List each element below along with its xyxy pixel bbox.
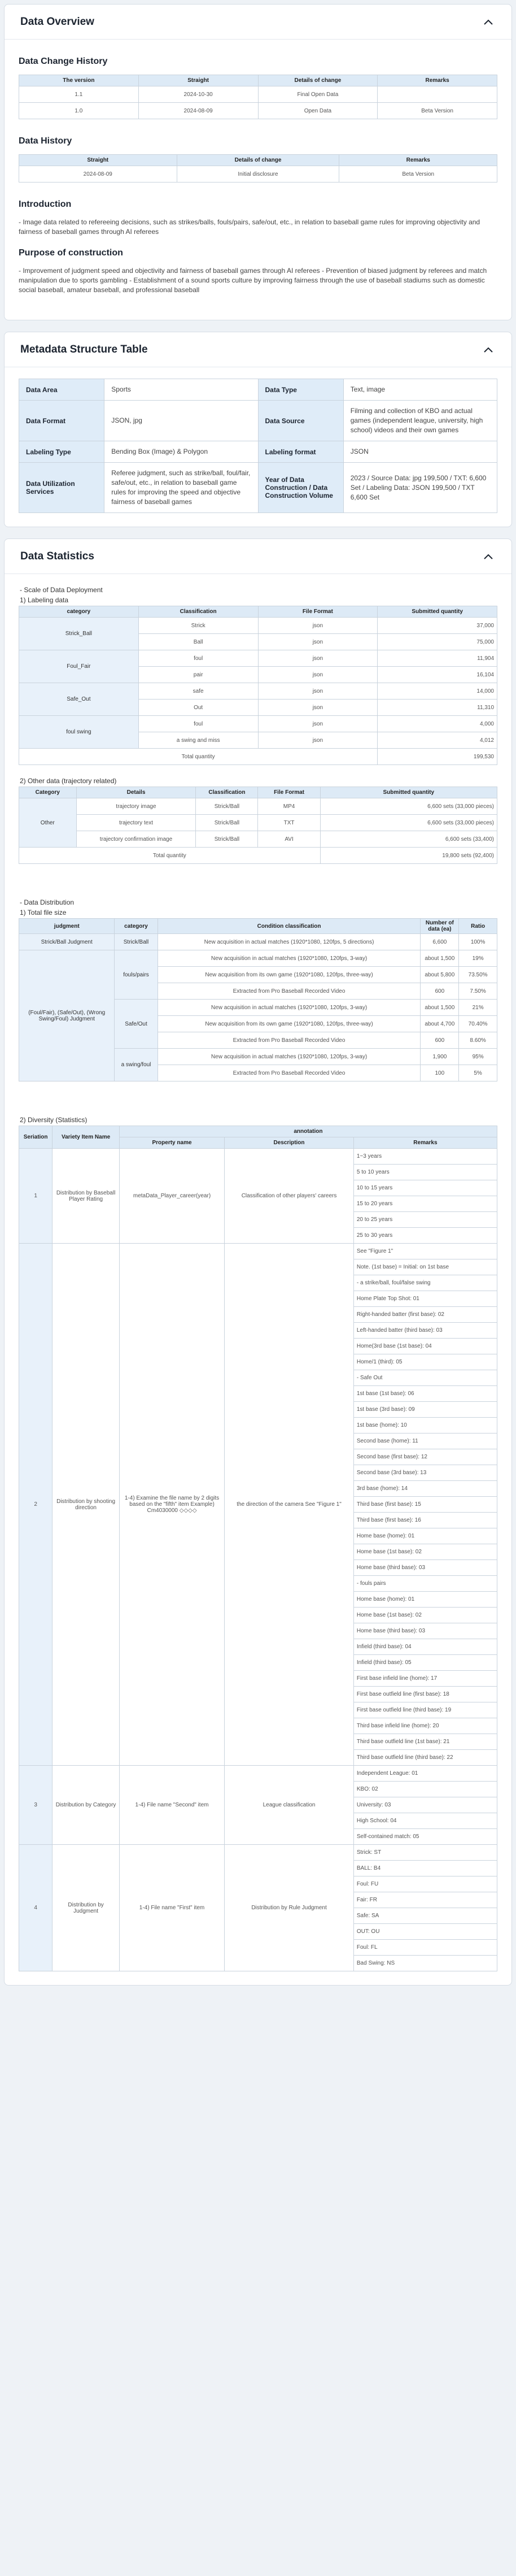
column-header: Straight	[138, 75, 258, 86]
column-header: judgment	[19, 919, 115, 934]
property-cell: 1-4) File name "Second" item	[119, 1766, 224, 1845]
table-cell: trajectory text	[76, 815, 196, 831]
table-cell: Extracted from Pro Baseball Recorded Video	[158, 983, 421, 1000]
filesize-heading: 1) Total file size	[20, 909, 67, 916]
table-cell: 75,000	[378, 634, 497, 650]
table-row	[19, 618, 497, 634]
table-cell: foul	[138, 716, 258, 732]
category-cell: fouls/pairs	[115, 950, 158, 1000]
data-overview-header	[5, 5, 511, 40]
variety-cell: Distribution by shooting direction	[53, 1244, 120, 1766]
metadata-key: Data Area	[19, 379, 104, 401]
column-header: Category	[19, 787, 77, 798]
table-cell: 100	[421, 1065, 459, 1081]
table-cell: 14,000	[378, 683, 497, 700]
table-cell: Beta Version	[339, 166, 497, 183]
property-cell: 1-4) File name "First" item	[119, 1845, 224, 1971]
table-cell: safe	[138, 683, 258, 700]
metadata-key: Year of Data Construction / Data Construction Volume	[258, 463, 343, 513]
table-cell: json	[258, 732, 378, 749]
table-row	[19, 1149, 497, 1165]
table-cell: json	[258, 667, 378, 683]
column-header: Details	[76, 787, 196, 798]
column-header: Description	[225, 1137, 354, 1149]
remarks-cell: High School: 04	[353, 1813, 497, 1829]
table-cell: 1,900	[421, 1049, 459, 1065]
table-header-row	[19, 155, 497, 166]
table-cell: 5%	[459, 1065, 497, 1081]
variety-cell: Distribution by Baseball Player Rating	[53, 1149, 120, 1244]
chevron-up-icon	[483, 553, 493, 560]
remarks-cell: Home(3rd base (1st base): 04	[353, 1339, 497, 1354]
table-cell: json	[258, 618, 378, 634]
data-history-heading: Data History	[19, 136, 72, 146]
table-cell: 600	[421, 1032, 459, 1049]
remarks-cell: University: 03	[353, 1797, 497, 1813]
remarks-cell: BALL: B4	[353, 1861, 497, 1876]
remarks-cell: Foul: FL	[353, 1940, 497, 1956]
column-header: category	[115, 919, 158, 934]
column-header: Details of change	[177, 155, 339, 166]
table-cell: 600	[421, 983, 459, 1000]
remarks-cell: KBO: 02	[353, 1782, 497, 1797]
table-cell: 8.60%	[459, 1032, 497, 1049]
remarks-cell: Third base (first base): 16	[353, 1513, 497, 1528]
remarks-cell: - a strike/ball, foul/false swing	[353, 1275, 497, 1291]
table-cell: Beta Version	[378, 103, 497, 119]
table-cell: New acquisition in actual matches (1920*1080, 120fps, 3-way)	[158, 1000, 421, 1016]
table-row	[19, 798, 497, 815]
category-cell: Strick/Ball	[115, 934, 158, 950]
remarks-cell: 1st base (3rd base): 09	[353, 1402, 497, 1418]
remarks-cell: Home base (1st base): 02	[353, 1544, 497, 1560]
table-cell: trajectory image	[76, 798, 196, 815]
table-row	[19, 1845, 497, 1861]
seriation-cell: 3	[19, 1766, 53, 1845]
remarks-cell: Third base outfield line (third base): 22	[353, 1750, 497, 1766]
remarks-cell: Bad Swing: NS	[353, 1956, 497, 1971]
table-header-row	[19, 1126, 497, 1137]
table-cell	[378, 86, 497, 103]
remarks-cell: Infield (third base): 04	[353, 1639, 497, 1655]
collapse-toggle[interactable]	[481, 549, 496, 564]
purpose-heading: Purpose of construction	[19, 248, 123, 258]
description-cell: Classification of other players' careers	[225, 1149, 354, 1244]
metadata-value: Referee judgment, such as strike/ball, foul/fair, safe/out, etc., in relation to baseball game rules for improving the speed and objective fairness of baseball games	[104, 463, 258, 513]
metadata-key: Data Type	[258, 379, 343, 401]
column-header: Property name	[119, 1137, 224, 1149]
data-history-table	[19, 154, 497, 183]
table-cell: Strick/Ball	[196, 815, 258, 831]
table-cell: Ball	[138, 634, 258, 650]
column-header: Details of change	[258, 75, 378, 86]
table-cell: json	[258, 634, 378, 650]
total-label: Total quantity	[19, 749, 378, 765]
column-header: File Format	[258, 787, 320, 798]
other-data-table	[19, 787, 497, 864]
change-history-heading: Data Change History	[19, 57, 108, 66]
metadata-row	[19, 463, 497, 513]
table-cell: 11,904	[378, 650, 497, 667]
column-header: Remarks	[353, 1137, 497, 1149]
remarks-cell: 20 to 25 years	[353, 1212, 497, 1228]
table-cell: pair	[138, 667, 258, 683]
variety-cell: Distribution by Category	[53, 1766, 120, 1845]
table-cell: 73.50%	[459, 967, 497, 983]
table-cell: MP4	[258, 798, 320, 815]
table-cell: 2024-08-09	[138, 103, 258, 119]
remarks-cell: - fouls pairs	[353, 1576, 497, 1592]
metadata-card	[4, 332, 512, 527]
chevron-up-icon	[483, 19, 493, 25]
table-cell: trajectory confirmation image	[76, 831, 196, 848]
table-cell: Extracted from Pro Baseball Recorded Video	[158, 1065, 421, 1081]
table-cell: New acquisition from its own game (1920*1080, 120fps, three-way)	[158, 967, 421, 983]
category-cell: Safe_Out	[19, 683, 139, 716]
table-cell: Open Data	[258, 103, 378, 119]
metadata-value: Bending Box (Image) & Polygon	[104, 441, 258, 463]
change-history-table	[19, 75, 497, 119]
table-cell: json	[258, 700, 378, 716]
remarks-cell: Safe: SA	[353, 1908, 497, 1924]
metadata-key: Labeling Type	[19, 441, 104, 463]
table-header-row	[19, 787, 497, 798]
table-row	[19, 650, 497, 667]
table-cell: New acquisition from its own game (1920*1080, 120fps, three-way)	[158, 1016, 421, 1032]
remarks-cell: Home/1 (third): 05	[353, 1354, 497, 1370]
diversity-heading: 2) Diversity (Statistics)	[20, 1116, 88, 1124]
metadata-value: Sports	[104, 379, 258, 401]
seriation-cell: 2	[19, 1244, 53, 1766]
table-cell: Extracted from Pro Baseball Recorded Video	[158, 1032, 421, 1049]
table-cell: 6,600 sets (33,400)	[320, 831, 497, 848]
table-row	[19, 815, 497, 831]
category-cell: Strick_Ball	[19, 618, 139, 650]
category-cell: foul swing	[19, 716, 139, 749]
remarks-cell: Self-contained match: 05	[353, 1829, 497, 1845]
remarks-cell: 25 to 30 years	[353, 1228, 497, 1244]
remarks-cell: OUT: OU	[353, 1924, 497, 1940]
table-cell: json	[258, 650, 378, 667]
judgment-cell: Strick/Ball Judgment	[19, 934, 115, 950]
remarks-cell: Right-handed batter (first base): 02	[353, 1307, 497, 1323]
table-cell: 100%	[459, 934, 497, 950]
table-cell: New acquisition in actual matches (1920*1080, 120fps, 3-way)	[158, 950, 421, 967]
diversity-table	[19, 1126, 497, 1971]
table-cell: New acquisition in actual matches (1920*1080, 120fps, 5 directions)	[158, 934, 421, 950]
remarks-cell: Second base (first base): 12	[353, 1449, 497, 1465]
table-cell: 1.1	[19, 86, 139, 103]
remarks-cell: Foul: FU	[353, 1876, 497, 1892]
table-cell: about 4,700	[421, 1016, 459, 1032]
metadata-key: Labeling format	[258, 441, 343, 463]
table-cell: AVI	[258, 831, 320, 848]
metadata-header	[5, 332, 511, 367]
collapse-toggle[interactable]	[481, 15, 496, 29]
table-cell: foul	[138, 650, 258, 667]
column-header: category	[19, 606, 139, 618]
category-cell: Other	[19, 798, 77, 848]
remarks-cell: First base infield line (home): 17	[353, 1671, 497, 1687]
column-header: Remarks	[378, 75, 497, 86]
table-row	[19, 86, 497, 103]
category-cell: Foul_Fair	[19, 650, 139, 683]
chevron-up-icon	[483, 346, 493, 353]
total-row	[19, 848, 497, 864]
table-cell: 11,310	[378, 700, 497, 716]
table-row	[19, 683, 497, 700]
remarks-cell: Note. (1st base) = Initial: on 1st base	[353, 1259, 497, 1275]
table-cell: 1.0	[19, 103, 139, 119]
table-cell: about 5,800	[421, 967, 459, 983]
metadata-value: JSON	[343, 441, 497, 463]
data-overview-card	[4, 4, 512, 320]
remarks-cell: Fair: FR	[353, 1892, 497, 1908]
table-header-row	[19, 606, 497, 618]
table-cell: 21%	[459, 1000, 497, 1016]
table-cell: 4,012	[378, 732, 497, 749]
column-header: The version	[19, 75, 139, 86]
table-cell: 2024-08-09	[19, 166, 177, 183]
metadata-value: JSON, jpg	[104, 401, 258, 441]
table-cell: Initial disclosure	[177, 166, 339, 183]
description-cell: the direction of the camera See "Figure 1"	[225, 1244, 354, 1766]
remarks-cell: 1st base (1st base): 06	[353, 1386, 497, 1402]
table-cell: TXT	[258, 815, 320, 831]
metadata-table	[19, 379, 497, 513]
metadata-row	[19, 379, 497, 401]
table-cell: 6,600 sets (33,000 pieces)	[320, 815, 497, 831]
table-cell: Out	[138, 700, 258, 716]
table-cell: 2024-10-30	[138, 86, 258, 103]
distribution-heading: - Data Distribution	[20, 898, 75, 906]
remarks-cell: Home base (home): 01	[353, 1528, 497, 1544]
table-row	[19, 716, 497, 732]
table-cell: about 1,500	[421, 950, 459, 967]
column-header: Submitted quantity	[320, 787, 497, 798]
remarks-cell: Home base (third base): 03	[353, 1560, 497, 1576]
column-header: Seriation	[19, 1126, 53, 1149]
seriation-cell: 1	[19, 1149, 53, 1244]
remarks-cell: First base outfield line (third base): 19	[353, 1702, 497, 1718]
remarks-cell: Left-handed batter (third base): 03	[353, 1323, 497, 1339]
property-cell: 1-4) Examine the file name by 2 digits based on the "fifth" item Example) Cm4030000 ◇◇◇◇	[119, 1244, 224, 1766]
category-cell: Safe/Out	[115, 1000, 158, 1049]
column-header: Variety Item Name	[53, 1126, 120, 1149]
introduction-text: - Image data related to refereeing decisions, such as strikes/balls, fouls/pairs, safe/out, etc., in relation to baseball game rules for improving objectivity and fairness of baseball games through AI referees	[19, 218, 480, 236]
table-row	[19, 934, 497, 950]
remarks-cell: Home Plate Top Shot: 01	[353, 1291, 497, 1307]
table-cell: Final Open Data	[258, 86, 378, 103]
remarks-cell: See "Figure 1"	[353, 1244, 497, 1259]
column-header: File Format	[258, 606, 378, 618]
metadata-title: Metadata Structure Table	[20, 343, 148, 355]
total-value: 199,530	[378, 749, 497, 765]
table-row	[19, 166, 497, 183]
table-cell: a swing and miss	[138, 732, 258, 749]
metadata-key: Data Source	[258, 401, 343, 441]
table-header-row	[19, 919, 497, 934]
table-cell: 37,000	[378, 618, 497, 634]
purpose-text: - Improvement of judgment speed and objectivity and fairness of baseball games through AI referees - Prevention of biased judgment by referees and match manipulation due to sports gambling - Establishment of a sound sports culture by improving fairness through the use of baseball stadiums such as domestic social baseball, amateur baseball, and professional baseball	[19, 267, 487, 294]
total-value: 19,800 sets (92,400)	[320, 848, 497, 864]
column-header: Classification	[138, 606, 258, 618]
table-row	[19, 1766, 497, 1782]
remarks-cell: 3rd base (home): 14	[353, 1481, 497, 1497]
table-cell: 6,600 sets (33,000 pieces)	[320, 798, 497, 815]
remarks-cell: Home base (third base): 03	[353, 1623, 497, 1639]
table-cell: Strick/Ball	[196, 798, 258, 815]
statistics-card	[4, 538, 512, 1986]
column-header: annotation	[119, 1126, 497, 1137]
column-header: Ratio	[459, 919, 497, 934]
remarks-cell: 5 to 10 years	[353, 1165, 497, 1180]
table-cell: 6,600	[421, 934, 459, 950]
property-cell: metaData_Player_career(year)	[119, 1149, 224, 1244]
table-cell: 4,000	[378, 716, 497, 732]
metadata-row	[19, 441, 497, 463]
remarks-cell: 10 to 15 years	[353, 1180, 497, 1196]
table-cell: 95%	[459, 1049, 497, 1065]
metadata-key: Data Utilization Services	[19, 463, 104, 513]
total-row	[19, 749, 497, 765]
column-header: Number of data (ea)	[421, 919, 459, 934]
description-cell: League classification	[225, 1766, 354, 1845]
statistics-title: Data Statistics	[20, 550, 94, 562]
table-cell: 7.50%	[459, 983, 497, 1000]
metadata-value: Filming and collection of KBO and actual games (independent league, university, high school) videos and their own games	[343, 401, 497, 441]
remarks-cell: Third base (first base): 15	[353, 1497, 497, 1513]
data-overview-title: Data Overview	[20, 15, 94, 28]
statistics-header	[5, 539, 511, 574]
description-cell: Distribution by Rule Judgment	[225, 1845, 354, 1971]
remarks-cell: 15 to 20 years	[353, 1196, 497, 1212]
introduction-heading: Introduction	[19, 199, 72, 209]
remarks-cell: Home base (home): 01	[353, 1592, 497, 1608]
table-header-row	[19, 75, 497, 86]
remarks-cell: Third base outfield line (1st base): 21	[353, 1734, 497, 1750]
labeling-table	[19, 606, 497, 765]
seriation-cell: 4	[19, 1845, 53, 1971]
table-cell: 19%	[459, 950, 497, 967]
column-header: Classification	[196, 787, 258, 798]
table-row	[19, 103, 497, 119]
remarks-cell: 1st base (home): 10	[353, 1418, 497, 1433]
judgment-cell: (Foul/Fair), (Safe/Out), (Wrong Swing/Foul) Judgment	[19, 950, 115, 1081]
column-header: Straight	[19, 155, 177, 166]
metadata-value: 2023 / Source Data: jpg 199,500 / TXT: 6,600 Set / Labeling Data: JSON 199,500 / TXT 6,600 Set	[343, 463, 497, 513]
remarks-cell: 1~3 years	[353, 1149, 497, 1165]
remarks-cell: - Safe Out	[353, 1370, 497, 1386]
table-cell: about 1,500	[421, 1000, 459, 1016]
table-cell: Strick/Ball	[196, 831, 258, 848]
table-cell: json	[258, 683, 378, 700]
collapse-toggle[interactable]	[481, 342, 496, 357]
table-row	[19, 831, 497, 848]
table-row	[19, 1244, 497, 1259]
table-cell: New acquisition in actual matches (1920*1080, 120fps, 3-way)	[158, 1049, 421, 1065]
other-data-heading: 2) Other data (trajectory related)	[20, 777, 117, 785]
remarks-cell: Strick: ST	[353, 1845, 497, 1861]
remarks-cell: First base outfield line (first base): 18	[353, 1687, 497, 1702]
total-label: Total quantity	[19, 848, 321, 864]
table-cell: Strick	[138, 618, 258, 634]
remarks-cell: Infield (third base): 05	[353, 1655, 497, 1671]
remarks-cell: Second base (home): 11	[353, 1433, 497, 1449]
metadata-key: Data Format	[19, 401, 104, 441]
table-cell: json	[258, 716, 378, 732]
scale-heading: - Scale of Data Deployment	[20, 586, 103, 594]
distribution-table	[19, 918, 497, 1081]
category-cell: a swing/foul	[115, 1049, 158, 1081]
remarks-cell: Home base (1st base): 02	[353, 1608, 497, 1623]
labeling-heading: 1) Labeling data	[20, 596, 69, 604]
column-header: Submitted quantity	[378, 606, 497, 618]
column-header: Condition classification	[158, 919, 421, 934]
table-row	[19, 950, 497, 967]
table-cell: 16,104	[378, 667, 497, 683]
remarks-cell: Independent League: 01	[353, 1766, 497, 1782]
column-header: Remarks	[339, 155, 497, 166]
remarks-cell: Second base (3rd base): 13	[353, 1465, 497, 1481]
variety-cell: Distribution by Judgment	[53, 1845, 120, 1971]
metadata-value: Text, image	[343, 379, 497, 401]
table-cell: 70.40%	[459, 1016, 497, 1032]
remarks-cell: Third base infield line (home): 20	[353, 1718, 497, 1734]
metadata-row	[19, 401, 497, 441]
